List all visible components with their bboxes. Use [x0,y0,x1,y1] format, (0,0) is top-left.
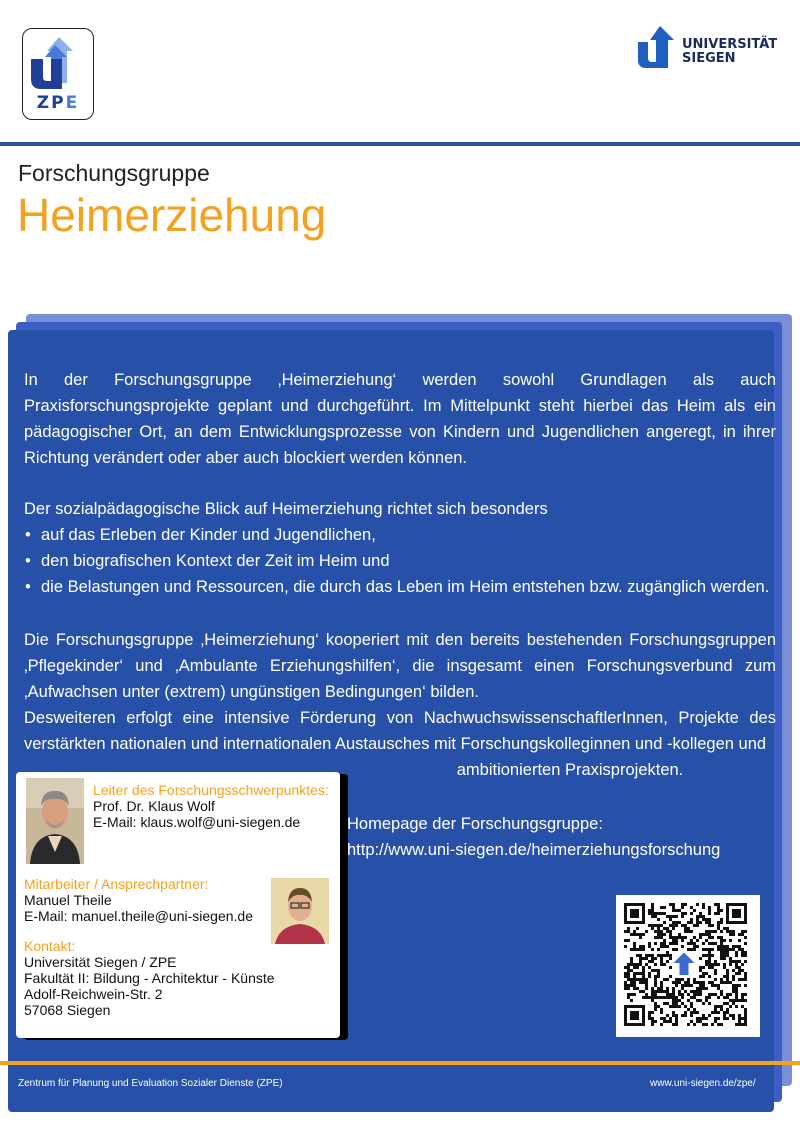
contact-line: Universität Siegen / ZPE [24,954,177,970]
uni-siegen-mark [636,26,678,70]
homepage-section [347,811,777,863]
header-rule [0,142,800,146]
contact-line: 57068 Siegen [24,1002,111,1018]
focus-section [24,496,784,600]
funding-paragraph-end: ambitionierten Praxisprojekten. [456,761,684,779]
staff-email[interactable]: E-Mail: manuel.theile@uni-siegen.de [24,908,253,924]
qr-code[interactable] [616,895,760,1037]
intro-paragraph: In der Forschungsgruppe ‚Heimerziehung‘ werden sowohl Grundlagen als auch Praxisforschungsprojekte geplant und durchgeführt. Im Mittelpunkt steht hierbei das Heim als ein pädagogischer Ort, an dem Entwicklungsprozesse von Kindern und Jugendlichen angeregt, in ihrer Richtung verändert oder aber auch blockiert werden können. [24,371,776,467]
cooperation-paragraph: Die Forschungsgruppe ‚Heimerziehung‘ kooperiert mit den bereits bestehenden Forschungsgruppen ‚Pflegekinder‘ und ‚Ambulante Erziehungshilfen‘, die insgesamt einen Forschungsverbund zum ‚Aufwachsen unter (extrem) ungünstigen Bedingungen‘ bilden. [24,631,776,701]
staff-heading: Mitarbeiter / Ansprechpartner: [24,876,209,892]
uni-wordmark-line-1: UNIVERSITÄT [682,37,778,52]
funding-paragraph: Desweiteren erfolgt eine intensive Förderung von NachwuchswissenschaftlerInnen, Projekte des verstärkten nationalen und internationalen Austausches mit Forschungskolleginnen und -kollegen und [24,709,776,753]
contact-line: Adolf-Reichwein-Str. 2 [24,986,163,1002]
focus-list-item: • auf das Erleben der Kinder und Jugendlichen, [24,522,784,548]
page-title: Heimerziehung [17,189,327,241]
footer-url[interactable]: www.uni-siegen.de/zpe/ [650,1078,756,1089]
zpe-logo-text: ZPE [36,93,80,113]
focus-list [24,522,784,600]
zpe-logo-mark [29,33,87,91]
lead-name: Prof. Dr. Klaus Wolf [93,798,215,814]
footer-rule [0,1061,800,1065]
uni-wordmark-line-2: SIEGEN [682,51,736,66]
uni-siegen-wordmark [682,38,777,66]
lead-heading: Leiter des Forschungsschwerpunktes: [93,782,329,798]
homepage-label: Homepage der Forschungsgruppe: [347,815,603,833]
page-kicker: Forschungsgruppe [18,160,210,186]
klaus-wolf-photo [26,778,84,864]
staff-section [24,876,284,924]
focus-list-item: • die Belastungen und Ressourcen, die durch das Leben im Heim entstehen bzw. zugänglich werden. [24,574,784,600]
contact-box [16,772,340,1038]
manuel-theile-photo [271,878,329,944]
contact-line: Fakultät II: Bildung - Architektur - Künste [24,970,275,986]
homepage-link[interactable]: http://www.uni-siegen.de/heimerziehungsforschung [347,841,721,859]
zpe-logo [22,28,94,120]
lead-section [93,782,333,830]
lead-email[interactable]: E-Mail: klaus.wolf@uni-siegen.de [93,814,301,830]
universitaet-siegen-logo [636,26,786,72]
footer-org-name: Zentrum für Planung und Evaluation Sozialer Dienste (ZPE) [18,1078,283,1089]
qr-code-graphic [624,903,752,1029]
staff-name: Manuel Theile [24,892,112,908]
contact-section [24,938,324,1018]
cooperation-section [24,627,776,783]
contact-heading: Kontakt: [24,938,76,954]
focus-lead: Der sozialpädagogische Blick auf Heimerziehung richtet sich besonders [24,500,548,518]
focus-list-item: • den biografischen Kontext der Zeit im Heim und [24,548,784,574]
